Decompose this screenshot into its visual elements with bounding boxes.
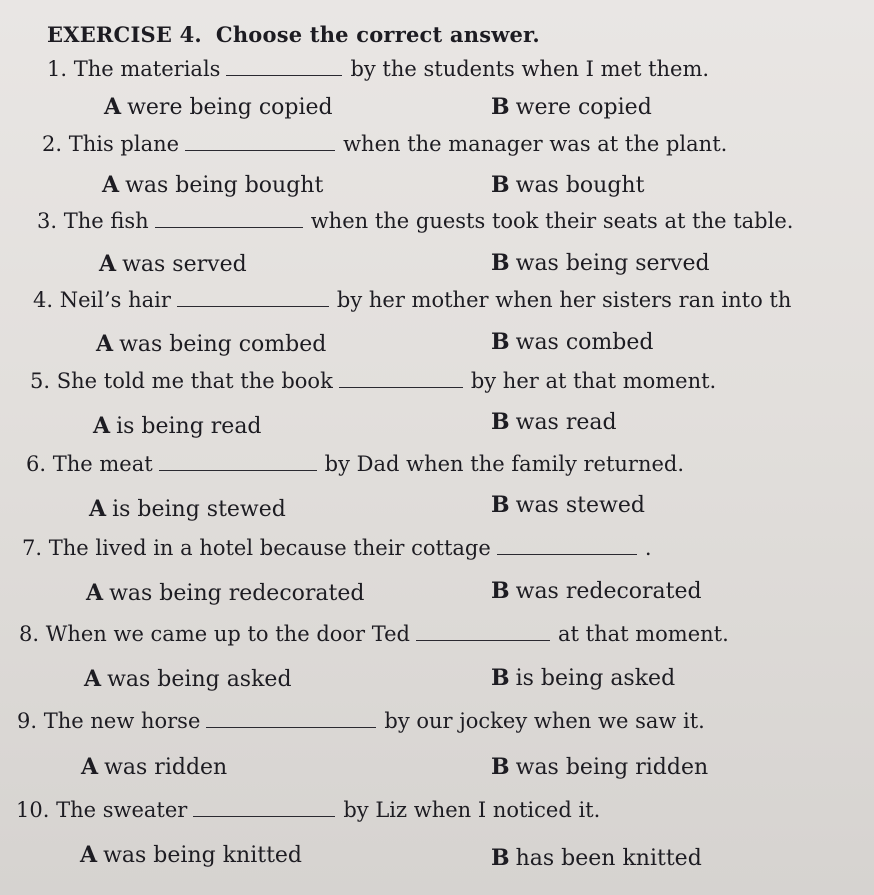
question-text-before: The sweater [56,798,188,822]
question-9 [17,709,705,732]
question-text-after: by her at that moment. [470,369,717,393]
answer-blank[interactable] [159,452,317,471]
question-8 [19,622,729,645]
option-b[interactable]: B was stewed [491,492,645,518]
question-1 [47,57,709,80]
answer-blank[interactable] [497,536,637,555]
question-text-before: The meat [52,452,153,476]
option-b[interactable]: B were copied [491,94,652,120]
question-number: 6. [26,452,47,476]
question-number: 4. [33,288,54,312]
question-number: 10. [16,798,50,822]
question-4 [33,288,791,311]
option-a[interactable]: A were being copied [104,94,333,120]
exercise-label: EXERCISE 4. [47,22,202,47]
answer-blank[interactable] [226,57,342,76]
answer-blank[interactable] [206,709,376,728]
option-b[interactable]: B was redecorated [491,578,702,604]
question-text-after: by the students when I met them. [350,57,710,81]
option-b[interactable]: B is being asked [491,665,676,691]
answer-blank[interactable] [185,132,335,151]
option-a[interactable]: A was ridden [81,754,228,780]
question-text-before: She told me that the book [56,369,333,393]
question-text-before: The new horse [43,709,201,733]
answer-blank[interactable] [155,209,303,228]
option-b[interactable]: B was bought [491,172,645,198]
option-a[interactable]: A was being combed [96,331,327,357]
option-b[interactable]: B has been knitted [491,845,702,871]
exercise-heading [47,22,540,47]
option-b[interactable]: B was being ridden [491,754,709,780]
question-text-after: when the guests took their seats at the table. [310,209,794,233]
question-text-before: When we came up to the door Ted [45,622,411,646]
question-text-after: at that moment. [558,622,729,646]
question-7 [22,536,652,559]
option-a[interactable]: A is being read [93,413,262,439]
question-text-after: by Dad when the family returned. [324,452,685,476]
answer-blank[interactable] [339,369,463,388]
question-number: 3. [37,209,58,233]
question-6 [26,452,684,475]
question-number: 2. [42,132,63,156]
question-text-before: The lived in a hotel because their cottage [48,536,491,560]
answer-blank[interactable] [416,622,550,641]
question-number: 5. [30,369,51,393]
question-text-before: Neil’s hair [59,288,171,312]
option-a[interactable]: A was being asked [84,666,292,692]
question-number: 9. [17,709,38,733]
answer-blank[interactable] [193,798,335,817]
question-text-after: by our jockey when we saw it. [384,709,705,733]
question-text-after: by her mother when her sisters ran into th [336,288,792,312]
question-number: 7. [22,536,43,560]
option-b[interactable]: B was read [491,409,617,435]
question-3 [37,209,793,232]
question-text-after: when the manager was at the plant. [343,132,728,156]
question-number: 1. [47,57,68,81]
option-a[interactable]: A was being bought [102,172,324,198]
question-text-before: The fish [63,209,149,233]
question-text-after: by Liz when I noticed it. [343,798,601,822]
option-a[interactable]: A was being redecorated [86,580,365,606]
option-b[interactable]: B was combed [491,329,654,355]
question-2 [42,132,727,155]
question-number: 8. [19,622,40,646]
question-text-before: The materials [73,57,221,81]
option-b[interactable]: B was being served [491,250,710,276]
question-text-after: . [644,536,652,560]
exercise-instruction: Choose the correct answer. [215,22,540,47]
question-text-before: This plane [68,132,180,156]
answer-blank[interactable] [177,288,329,307]
question-10 [16,798,600,821]
option-a[interactable]: A was served [99,251,247,277]
question-5 [30,369,716,392]
option-a[interactable]: A is being stewed [89,496,286,522]
option-a[interactable]: A was being knitted [80,842,303,868]
